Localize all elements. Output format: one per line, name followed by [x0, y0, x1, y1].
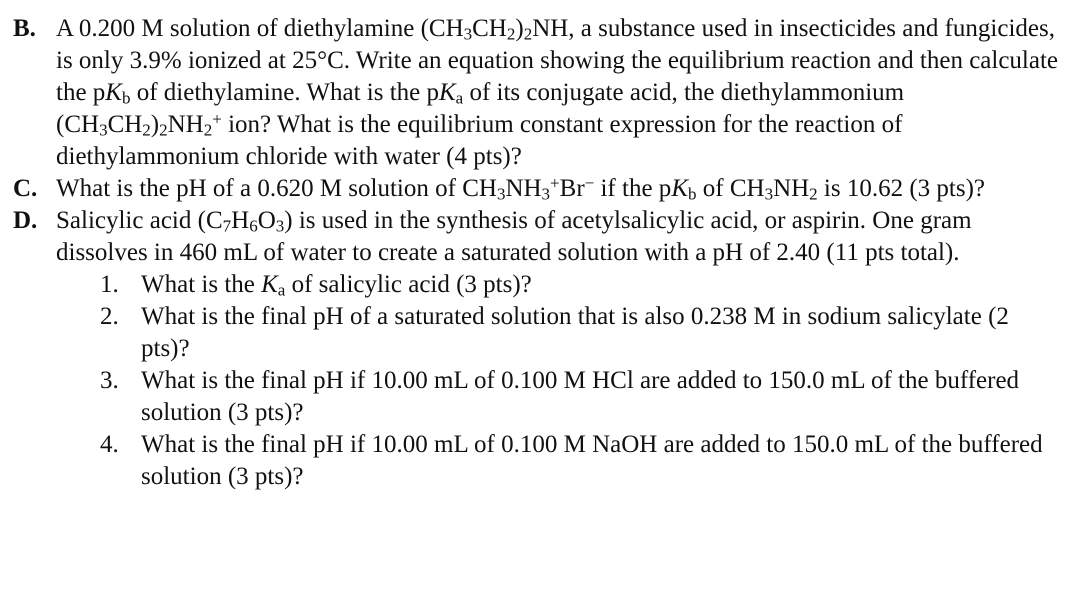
subquestion-text: What is the $K_a$ of salicylic acid (3 pts)? — [141, 271, 532, 300]
subquestion-1 — [0, 269, 1090, 301]
subquestion-number: 3. — [100, 367, 119, 394]
problem-text: A 0.200 M solution of diethylamine $(CH_3CH_2)_2NH$, a substance used in insecticides and fungicides, is only 3.9% ionized at 25°C. Write an equation showing the equilibrium reaction and then calculate the $pK_b$ of diethylamine. What is the $pK_a$ of its conjugate acid, the diethylammonium $(CH_3CH_2)_2NH_2^+$ ion? What is the equilibrium constant expression for the reaction of diethylammonium chloride with water (4 pts)? — [56, 15, 1059, 170]
problem-letter: C. — [13, 175, 38, 202]
problem-b — [0, 13, 1090, 173]
problem-d — [0, 205, 1090, 269]
subquestion-2 — [0, 301, 1090, 365]
subquestion-text: What is the final pH of a saturated solution that is also 0.238 M in sodium salicylate (2 pts)? — [141, 303, 1009, 362]
subquestion-number: 4. — [100, 431, 119, 458]
problem-letter: D. — [13, 207, 38, 234]
problem-c — [0, 173, 1090, 205]
subquestion-text: What is the final pH if 10.00 mL of 0.100 M NaOH are added to 150.0 mL of the buffered solution (3 pts)? — [141, 431, 1043, 490]
subquestion-4 — [0, 429, 1090, 493]
subquestion-text: What is the final pH if 10.00 mL of 0.100 M HCl are added to 150.0 mL of the buffered solution (3 pts)? — [141, 367, 1020, 426]
problem-text: Salicylic acid $(C_7H_6O_3)$ is used in the synthesis of acetylsalicylic acid, or aspirin. One gram dissolves in 460 mL of water to create a saturated solution with a pH of 2.40 (11 pts total). — [56, 207, 972, 266]
subquestion-3 — [0, 365, 1090, 429]
subquestion-number: 1. — [100, 271, 119, 298]
subquestion-number: 2. — [100, 303, 119, 330]
problem-letter: B. — [13, 15, 36, 42]
problem-text: What is the pH of a 0.620 M solution of $CH_3NH_3^+Br^-$ if the $pK_b$ of $CH_3NH_2$ is 10.62 (3 pts)? — [56, 173, 986, 204]
